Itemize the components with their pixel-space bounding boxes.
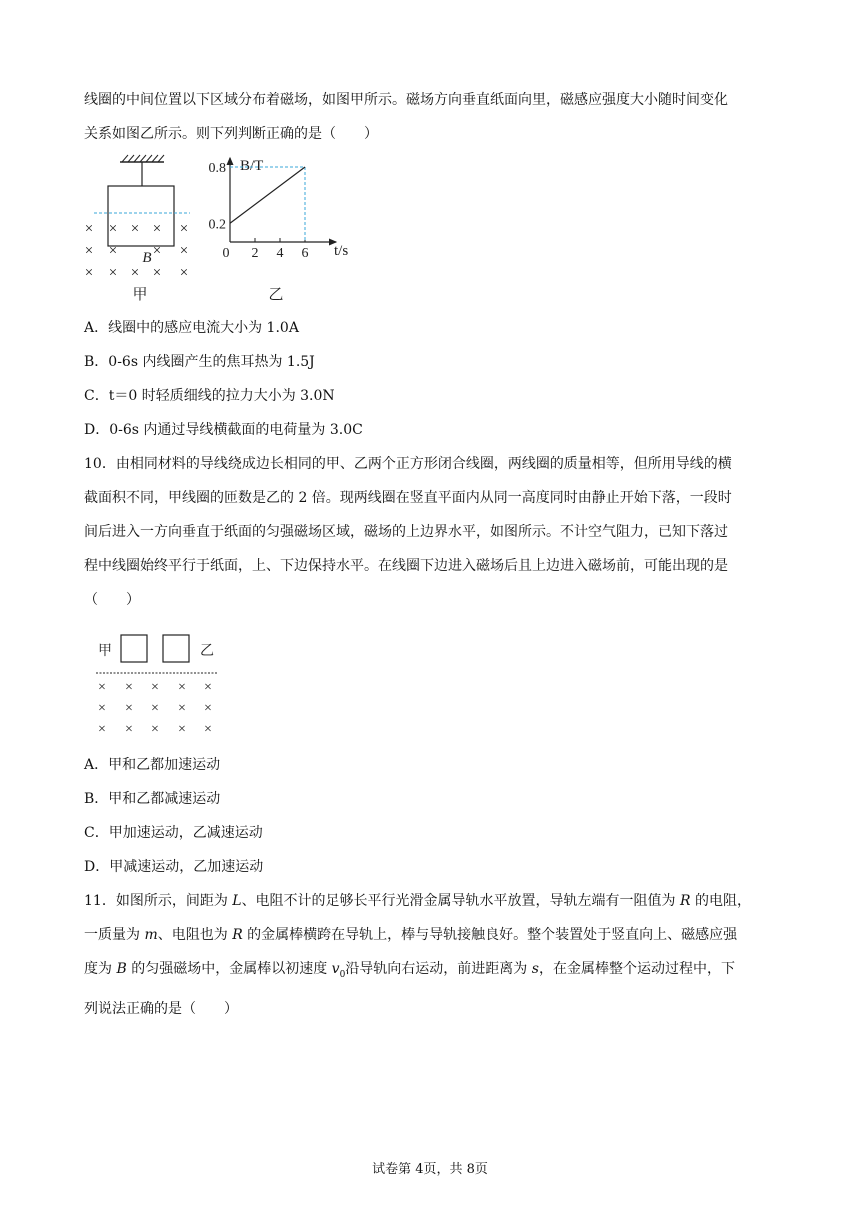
- field-cross: ×: [98, 680, 106, 695]
- field-cross: ×: [84, 243, 94, 259]
- x-tick-label: 0: [222, 246, 230, 261]
- series-line: [230, 167, 305, 223]
- field-cross: ×: [204, 701, 212, 716]
- field-cross: ×: [179, 221, 189, 237]
- field-cross: ×: [130, 265, 140, 281]
- y-tick-label: 0.8: [208, 161, 226, 176]
- label-jia: 甲: [98, 644, 112, 659]
- page-footer: 试卷第 4页，共 8页: [372, 1162, 488, 1177]
- field-cross: ×: [179, 265, 189, 281]
- field-cross: ×: [130, 221, 140, 237]
- q10-option-b: B．甲和乙都减速运动: [84, 791, 221, 807]
- y-axis-label: B/T: [240, 158, 264, 174]
- q10-stem-line-1: 10．由相同材料的导线绕成边长相同的甲、乙两个正方形闭合线圈，两线圈的质量相等，但所用导线的横: [84, 456, 732, 472]
- label-yi: 乙: [200, 644, 214, 659]
- field-cross: ×: [98, 701, 106, 716]
- field-cross: ×: [84, 265, 94, 281]
- y-tick-label: 0.2: [208, 217, 226, 233]
- field-cross: ×: [204, 722, 212, 737]
- field-cross: ×: [151, 701, 159, 716]
- x-tick-label: 6: [301, 246, 309, 261]
- field-cross: ×: [151, 722, 159, 737]
- x-axis-label: t/s: [334, 243, 349, 259]
- field-cross: ×: [108, 243, 118, 259]
- field-cross: ×: [178, 701, 186, 716]
- q10-stem-line-4: 程中线圈始终平行于纸面，上、下边保持水平。在线圈下边进入磁场后且上边进入磁场前，可能出现的是: [84, 558, 728, 574]
- q10-option-c: C．甲加速运动，乙减速运动: [84, 825, 263, 841]
- field-cross: ×: [125, 680, 133, 695]
- x-tick-label: 2: [251, 246, 259, 261]
- field-crosses-q10: [98, 680, 212, 737]
- caption-yi: 乙: [268, 287, 284, 302]
- q9-option-a: A．线圈中的感应电流大小为 1.0A: [84, 320, 299, 336]
- field-cross: ×: [108, 265, 118, 281]
- q11-stem-line-2: 一质量为 m、电阻也为 R 的金属棒横跨在导轨上，棒与导轨接触良好。整个装置处于竖直向上、磁感应强: [84, 927, 738, 943]
- field-cross: ×: [98, 722, 106, 737]
- field-cross: ×: [204, 680, 212, 695]
- q9-option-d: D．0-6s 内通过导线横截面的电荷量为 3.0C: [84, 422, 363, 438]
- field-cross: ×: [84, 221, 94, 237]
- field-label-b: B: [142, 250, 152, 266]
- q9-stem-line-1: 线圈的中间位置以下区域分布着磁场，如图甲所示。磁场方向垂直纸面向里，磁感应强度大小随时间变化: [84, 92, 728, 108]
- field-cross: ×: [152, 265, 162, 281]
- x-tick-label: 4: [276, 246, 284, 261]
- coil-yi: [163, 635, 189, 662]
- field-cross: ×: [152, 243, 162, 259]
- q11-stem-line-3: 度为 B 的匀强磁场中，金属棒以初速度 $v_0$沿导轨向右运动，前进距离为 s，在金属棒整个运动过程中，下: [84, 961, 735, 980]
- caption-jia: 甲: [132, 287, 148, 302]
- q9-option-c: C．t＝0 时轻质细线的拉力大小为 3.0N: [84, 388, 335, 404]
- field-cross: ×: [125, 722, 133, 737]
- field-crosses-jia: [85, 221, 188, 281]
- field-cross: ×: [151, 680, 159, 695]
- q11-stem-line-1: 11．如图所示，间距为 L、电阻不计的足够长平行光滑金属导轨水平放置，导轨左端有一阻值为 R 的电阻，: [84, 893, 752, 909]
- field-cross: ×: [152, 221, 162, 237]
- figure-q10: [90, 630, 230, 745]
- figure-yi-chart: [200, 152, 360, 302]
- field-cross: ×: [179, 243, 189, 259]
- q10-option-d: D．甲减速运动，乙加速运动: [84, 859, 264, 875]
- q10-option-a: A．甲和乙都加速运动: [84, 757, 221, 773]
- q9-option-b: B．0-6s 内线圈产生的焦耳热为 1.5J: [84, 354, 315, 370]
- coil-jia: [121, 635, 147, 662]
- figure-jia: [80, 152, 200, 302]
- q10-stem-line-5: （ ）: [84, 592, 140, 608]
- q11-stem-line-4: 列说法正确的是（ ）: [84, 1001, 238, 1017]
- q10-stem-line-2: 截面积不同，甲线圈的匝数是乙的 2 倍。现两线圈在竖直平面内从同一高度同时由静止开始下落，一段时: [84, 490, 732, 506]
- field-cross: ×: [125, 701, 133, 716]
- q9-stem-line-2: 关系如图乙所示。则下列判断正确的是（ ）: [84, 126, 378, 142]
- q10-stem-line-3: 间后进入一方向垂直于纸面的匀强磁场区域，磁场的上边界水平，如图所示。不计空气阻力，已知下落过: [84, 524, 728, 540]
- field-cross: ×: [178, 722, 186, 737]
- field-cross: ×: [178, 680, 186, 695]
- field-cross: ×: [108, 221, 118, 237]
